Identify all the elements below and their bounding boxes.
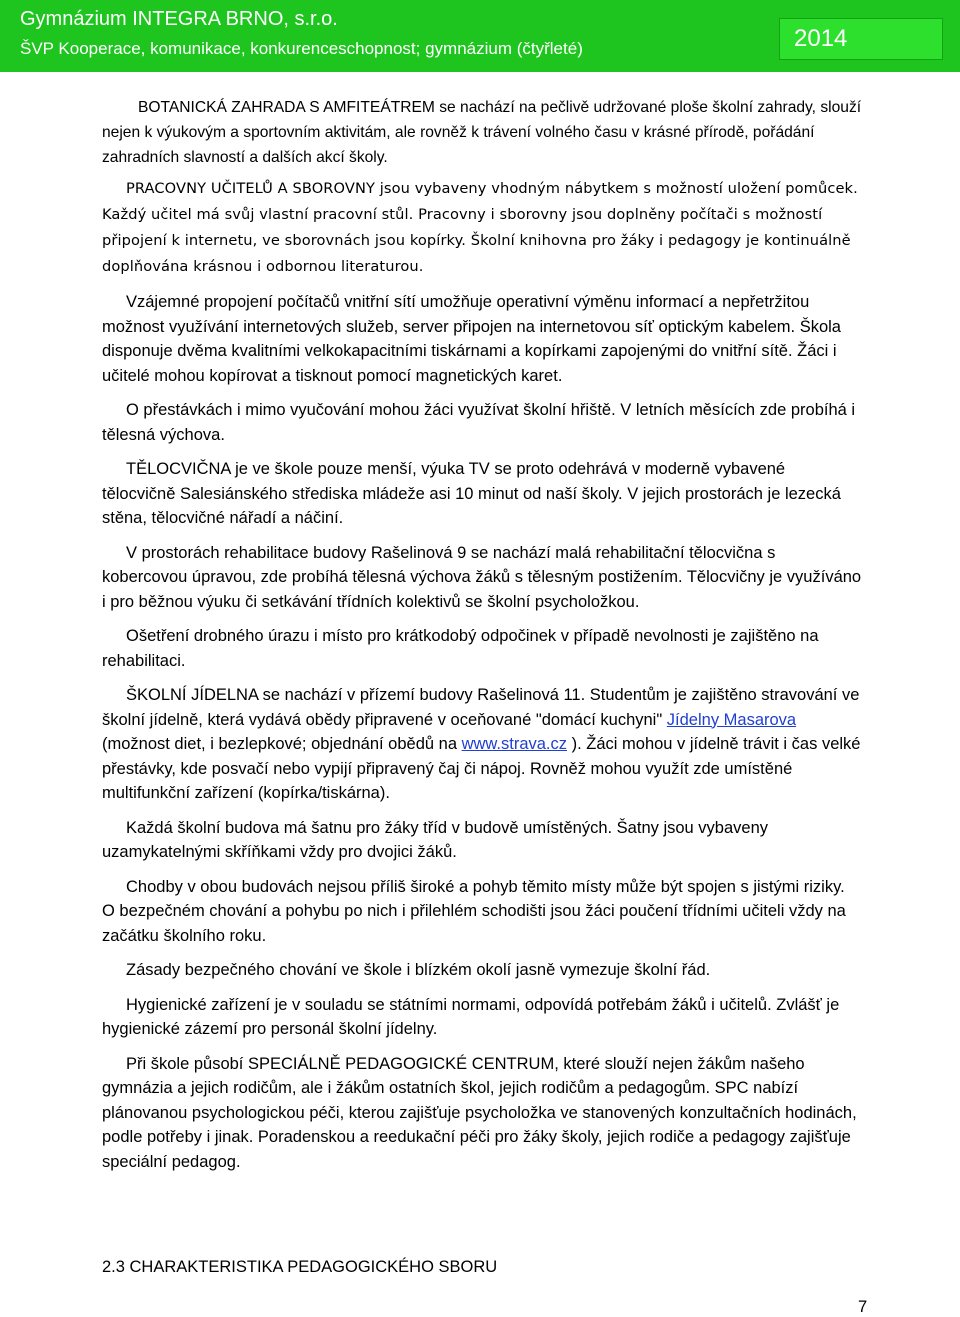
- document-header: [0, 0, 960, 72]
- paragraph-network: Vzájemné propojení počítačů vnitřní sítí umožňuje operativní výměnu informací a nepřetržitou možnost využívání internetových služeb, server připojen na internetovou síť optickým kabelem. Škola disponuje dvěma kvalitními velkokapacitními tiskárnami a kopírkami zapojenými do vnitřní sítě. Žáci i učitelé mohou kopírovat a tisknout pomocí magnetických karet.: [102, 293, 841, 385]
- paragraph-school-rules: Zásady bezpečného chování ve škole i blízkém okolí jasně vymezuje školní řád.: [126, 961, 711, 979]
- header-school-name: Gymnázium INTEGRA BRNO, s.r.o.: [20, 8, 338, 30]
- header-year: 2014: [794, 25, 848, 52]
- canteen-text-before: ŠKOLNÍ JÍDELNA se nachází v přízemí budovy Rašelinová 11. Studentům je zajištěno stravování ve školní jídelně, která vydává obědy připravené v oceňované "domácí kuchyni": [102, 686, 860, 729]
- canteen-text-after: ). Žáci mohou v jídelně trávit i čas velké přestávky, kde posvačí nebo vypijí připravený čaj či nápoj. Rovněž mohou využít zde umístěné multifunkční zařízení (kopírka/tiskárna).: [102, 735, 861, 802]
- paragraph-canteen: [102, 683, 862, 806]
- header-program-title: ŠVP Kooperace, komunikace, konkurenceschopnost; gymnázium (čtyřleté): [20, 39, 583, 58]
- paragraph-gym: TĚLOCVIČNA je ve škole pouze menší, výuka TV se proto odehrává v moderně vybavené tělocvičně Salesiánského střediska mládeže asi 10 minut od naší školy. V jejich prostorách je lezecká stěna, tělocvičné nářadí a náčiní.: [102, 460, 841, 527]
- paragraph-hygiene: Hygienické zařízení je v souladu se státními normami, odpovídá potřebám žáků i učitelů. Zvlášť je hygienické zázemí pro personál školní jídelny.: [102, 995, 840, 1038]
- page-number: 7: [858, 1298, 868, 1316]
- document-body: [102, 95, 862, 1184]
- header-year-box: [779, 18, 943, 60]
- paragraph-botanical-garden: BOTANICKÁ ZAHRADA S AMFITEÁTREM se nachází na pečlivě udržované ploše školní zahrady, slouží nejen k výukovým a sportovním aktivitám, ale rovněž k trávení volného času v krásné přírodě, pořádání zahradních slavností a dalších akcí školy.: [102, 99, 862, 166]
- paragraph-corridors: Chodby v obou budovách nejsou příliš široké a pohyb těmito místy může být spojen s jistými riziky. O bezpečném chování a pohybu po nich i přilehlém schodišti jsou žáci poučení třídními učiteli vždy na začátku školního roku.: [102, 877, 846, 945]
- paragraph-teacher-offices: PRACOVNY UČITELŮ A SBOROVNY jsou vybaveny vhodným nábytkem s možností uložení pomůcek. Každý učitel má svůj vlastní pracovní stůl. Pracovny i sborovny jsou doplněny počítači s možností připojení k internetu, ve sborovnách jsou kopírky. Školní knihovna pro žáky i pedagogy je kontinuálně doplňována krásnou i odbornou literaturou.: [102, 180, 858, 275]
- paragraph-first-aid: Ošetření drobného úrazu i místo pro krátkodobý odpočinek v případě nevolnosti je zajištěno na rehabilitaci.: [102, 627, 819, 670]
- paragraph-rehabilitation-gym: V prostorách rehabilitace budovy Rašelinová 9 se nachází malá rehabilitační tělocvična s kobercovou úpravou, zde probíhá tělesná výchova žáků s tělesným postižením. Tělocvičny je využíváno i pro běžnou výuku či setkávání třídních kolektivů se školní psycholožkou.: [102, 543, 862, 611]
- paragraph-spc: Při škole působí SPECIÁLNĚ PEDAGOGICKÉ CENTRUM, které slouží nejen žákům našeho gymnázia a jejich rodičům, ale i žákům ostatních škol, jejich rodičům a pedagogům. SPC nabízí plánovanou psychologickou péči, kterou zajišťuje psycholožka ve stanovených konzultačních hodinách, podle potřeby i jinak. Poradenskou a reedukační péči pro žáky školy, jejich rodiče a pedagogy zajišťuje speciální pedagog.: [102, 1054, 857, 1171]
- canteen-text-middle: (možnost diet, i bezlepkové; objednání obědů na: [102, 735, 462, 753]
- paragraph-playground: O přestávkách i mimo vyučování mohou žáci využívat školní hřiště. V letních měsících zde probíhá i tělesná výchova.: [102, 401, 856, 444]
- strava-link[interactable]: www.strava.cz: [461, 735, 568, 753]
- section-heading: 2.3 CHARAKTERISTIKA PEDAGOGICKÉHO SBORU: [102, 1258, 498, 1276]
- paragraph-cloakroom: Každá školní budova má šatnu pro žáky tříd v budově umístěných. Šatny jsou vybaveny uzamykatelnými skříňkami vždy pro dvojici žáků.: [102, 818, 769, 861]
- canteen-masarova-link[interactable]: Jídelny Masarova: [666, 710, 797, 729]
